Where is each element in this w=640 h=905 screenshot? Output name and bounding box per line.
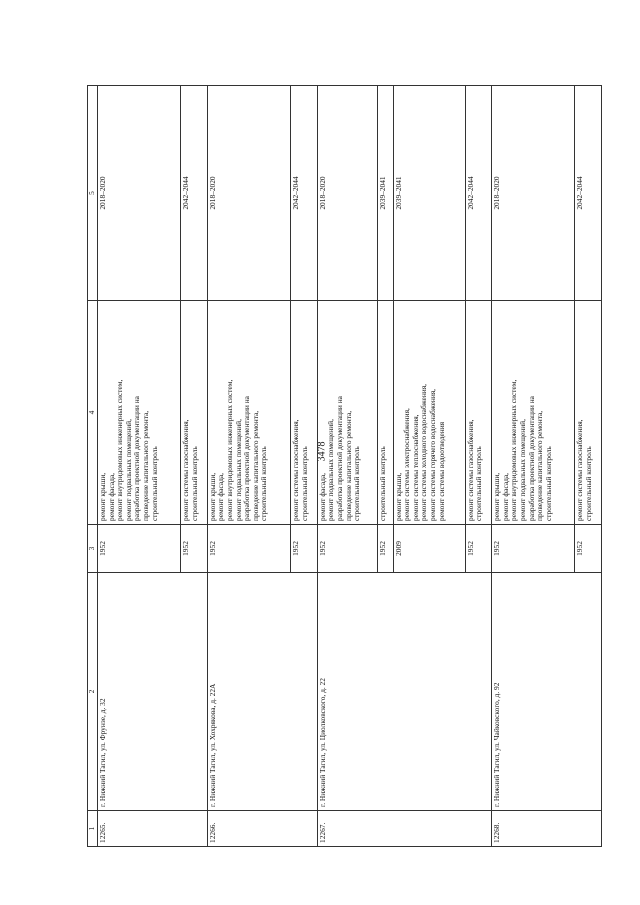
repair-schedule-table <box>87 85 602 847</box>
work-item: ремонт фасада, <box>106 473 116 521</box>
work-item: ремонт системы газоснабжения, <box>575 419 585 521</box>
work-item: ремонт системы газоснабжения, <box>181 419 191 521</box>
period-cell: 2042–2044 <box>181 86 208 301</box>
build-year-cell: 1952 <box>207 525 290 573</box>
work-item: проведение капитального ремонта, <box>140 410 150 521</box>
work-item: ремонт системы газоснабжения, <box>291 419 301 521</box>
period-cell: 2018–2020 <box>492 86 575 301</box>
work-item: ремонт внутридомовых инженерных систем, <box>115 379 125 521</box>
table-body <box>98 86 602 847</box>
table-row <box>317 86 378 847</box>
work-item: ремонт крыши, <box>393 472 403 521</box>
period-cell: 2042–2044 <box>291 86 318 301</box>
work-item: ремонт системы холодного водоснабжения, <box>419 384 429 521</box>
works-cell <box>575 301 602 525</box>
work-item: ремонт подвальных помещений, <box>233 419 243 521</box>
work-item: проведение капитального ремонта, <box>535 410 545 521</box>
table-row <box>98 86 181 847</box>
build-year-cell: 1952 <box>98 525 181 573</box>
works-cell <box>291 301 318 525</box>
work-item: разработка проектной документации на <box>242 396 252 521</box>
build-year-cell: 2009 <box>393 525 465 573</box>
period-cell: 2039–2041 <box>393 86 465 301</box>
table-row <box>492 86 575 847</box>
rotated-table-sheet <box>87 85 602 847</box>
works-cell <box>393 301 465 525</box>
work-item: ремонт внутридомовых инженерных систем, <box>225 379 235 521</box>
work-item: проведение капитального ремонта, <box>250 410 260 521</box>
work-item: ремонт подвальных помещений, <box>123 419 133 521</box>
work-item: ремонт крыши, <box>98 472 107 521</box>
work-item: строительный контроль <box>583 446 593 521</box>
work-item: разработка проектной документации на <box>132 396 142 521</box>
period-cell: 2018–2020 <box>317 86 378 301</box>
build-year-cell: 1952 <box>492 525 575 573</box>
work-item: ремонт системы газоснабжения, <box>465 419 475 521</box>
build-year-cell: 1952 <box>317 525 378 573</box>
table-row <box>207 86 290 847</box>
period-cell: 2042–2044 <box>575 86 602 301</box>
address-cell: г. Нижний Тагил, ул. Чайковского, д. 92 <box>492 573 602 811</box>
work-item: разработка проектной документации на <box>526 396 536 521</box>
column-header: 5 <box>88 86 98 301</box>
work-item: строительный контроль <box>149 446 159 521</box>
period-cell: 2018–2020 <box>207 86 290 301</box>
works-cell <box>378 301 393 525</box>
column-header: 3 <box>88 525 98 573</box>
work-item: строительный контроль <box>543 446 553 521</box>
period-cell: 2018–2020 <box>98 86 181 301</box>
build-year-cell: 1952 <box>181 525 208 573</box>
work-item: ремонт системы водоотведения <box>436 421 446 521</box>
address-cell: г. Нижний Тагил, ул. Хохрякова, д. 22А <box>207 573 317 811</box>
work-item: ремонт системы электроснабжения, <box>402 408 412 521</box>
work-item: ремонт фасада, <box>317 473 327 521</box>
work-item: строительный контроль <box>259 446 269 521</box>
row-number-cell: 12267. <box>317 811 491 847</box>
work-item: ремонт подвальных помещений, <box>517 419 527 521</box>
works-cell <box>317 301 378 525</box>
address-cell: г. Нижний Тагил, ул. Циолковского, д. 22 <box>317 573 491 811</box>
work-item: ремонт системы теплоснабжения, <box>410 414 420 521</box>
work-item: строительный контроль <box>474 446 484 521</box>
works-cell <box>492 301 575 525</box>
work-item: ремонт фасада, <box>500 473 510 521</box>
column-header: 1 <box>88 811 98 847</box>
period-cell: 2042–2044 <box>465 86 492 301</box>
work-item: разработка проектной документации на <box>334 396 344 521</box>
build-year-cell: 1952 <box>291 525 318 573</box>
work-item: строительный контроль <box>352 446 362 521</box>
work-item: строительный контроль <box>299 446 309 521</box>
work-item: ремонт системы горячего водоснабжения, <box>427 388 437 521</box>
build-year-cell: 1952 <box>465 525 492 573</box>
works-cell <box>98 301 181 525</box>
address-cell: г. Нижний Тагил, ул. Фрунзе, д. 32 <box>98 573 208 811</box>
work-item: ремонт подвальных помещений, <box>326 419 336 521</box>
works-cell <box>207 301 290 525</box>
build-year-cell: 1952 <box>575 525 602 573</box>
work-item: строительный контроль <box>378 446 388 521</box>
page-number: 3478 <box>316 441 328 462</box>
works-cell <box>181 301 208 525</box>
work-item: проведение капитального ремонта, <box>343 410 353 521</box>
works-cell <box>465 301 492 525</box>
column-header: 4 <box>88 301 98 525</box>
work-item: ремонт фасада, <box>216 473 226 521</box>
row-number-cell: 12265. <box>98 811 208 847</box>
column-number-row <box>88 86 98 847</box>
row-number-cell: 12266. <box>207 811 317 847</box>
work-item: строительный контроль <box>189 446 199 521</box>
work-item: ремонт крыши, <box>207 472 217 521</box>
period-cell: 2039–2041 <box>378 86 393 301</box>
work-item: ремонт крыши, <box>492 472 502 521</box>
row-number-cell: 12268. <box>492 811 602 847</box>
work-item: ремонт внутридомовых инженерных систем, <box>509 379 519 521</box>
column-header: 2 <box>88 573 98 811</box>
build-year-cell: 1952 <box>378 525 393 573</box>
